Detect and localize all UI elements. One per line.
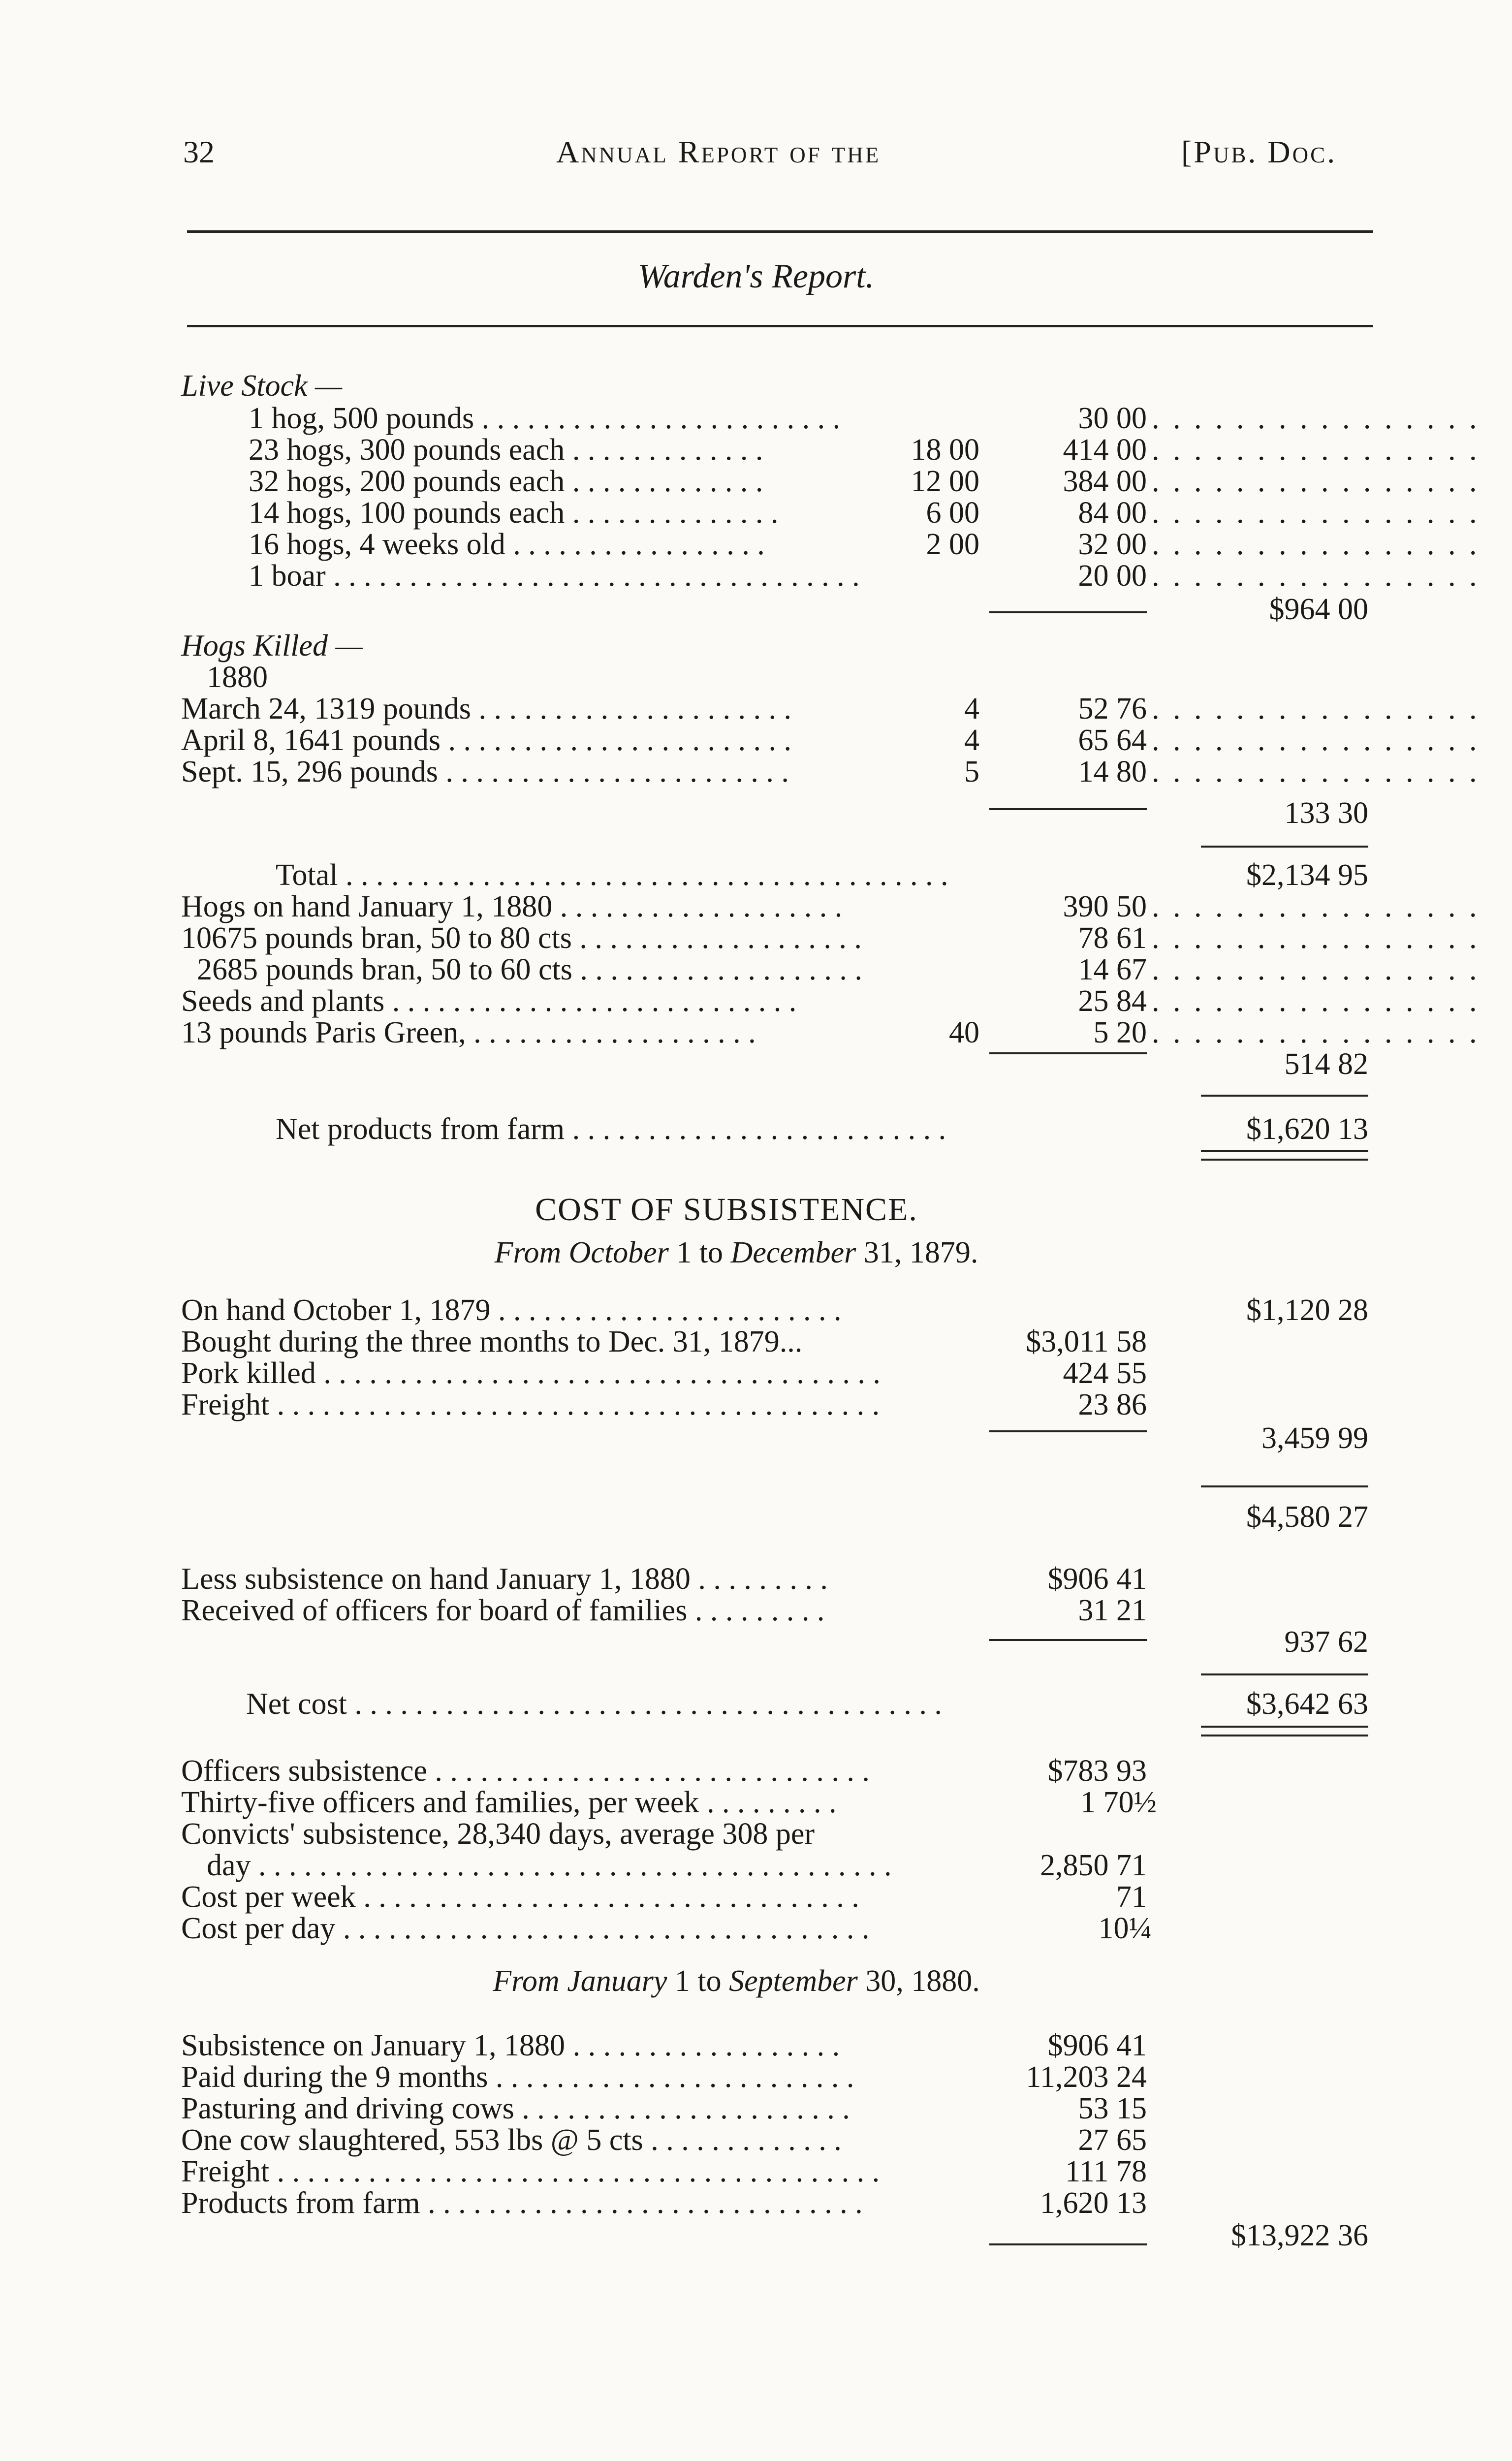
net-products-value: $1,620 13 [1246, 1112, 1368, 1146]
leader-dots: . . . . . . . . . . . . . . . . [1152, 890, 1480, 923]
leader-dots: . . . . . . . . . . . . . . . . [1152, 724, 1480, 757]
live-stock-row-label: 1 hog, 500 pounds . . . . . . . . . . . . . . . . . . . . . . . . [249, 402, 841, 435]
live-stock-row-rate: 2 00 [926, 528, 979, 561]
totals-row-label: Hogs on hand January 1, 1880 . . . . . . . . . . . . . . . . . . . [181, 890, 843, 923]
running-title: Annual Report of the [556, 134, 881, 169]
subsistence-row-label: On hand October 1, 1879 . . . . . . . . . . . . . . . . . . . . . . . [181, 1294, 842, 1327]
leader-dots: . . . . . . . . . . . . . . . . [1152, 953, 1480, 986]
total-rule [1201, 846, 1368, 848]
period-2-row-label: Subsistence on January 1, 1880 . . . . . . . . . . . . . . . . . . [181, 2029, 840, 2062]
hogs-killed-total: 133 30 [1284, 796, 1368, 830]
hogs-killed-row-label: March 24, 1319 pounds . . . . . . . . . . . . . . . . . . . . . [181, 692, 791, 726]
document-reference: [Pub. Doc. [1181, 134, 1337, 169]
subtotal-rule [989, 2243, 1147, 2245]
leader-dots: . . . . . . . . . . . . . . . . [1152, 402, 1480, 435]
period-2-row-amount: $906 41 [1047, 2029, 1147, 2062]
officers-row-label: day . . . . . . . . . . . . . . . . . . . . . . . . . . . . . . . . . . . . . . . . . . [207, 1849, 892, 1882]
officers-row-label: Officers subsistence . . . . . . . . . . . . . . . . . . . . . . . . . . . . . [181, 1754, 870, 1788]
subsistence-grand-1: $4,580 27 [1246, 1500, 1368, 1534]
subsistence-row-amount: 23 86 [1078, 1388, 1147, 1421]
leader-dots: . . . . . . . . . . . . . . . . [1152, 465, 1480, 498]
live-stock-row-amount: 20 00 [1078, 559, 1147, 593]
subsistence-row-label: Freight . . . . . . . . . . . . . . . . . . . . . . . . . . . . . . . . . . . . . . . . [181, 1388, 880, 1421]
section-title: Warden's Report. [637, 257, 875, 295]
officers-row-amount: 10¼ [1098, 1912, 1152, 1945]
live-stock-row-amount: 384 00 [1063, 465, 1147, 498]
deduction-value: 514 82 [1284, 1047, 1368, 1081]
period-2-row-amount: 1,620 13 [1040, 2186, 1147, 2220]
leader-dots: . . . . . . . . . . . . . . . . [1152, 496, 1480, 530]
officers-row-label: Cost per day . . . . . . . . . . . . . . . . . . . . . . . . . . . . . . . . . . . [181, 1912, 870, 1945]
subsistence-row-label: Pork killed . . . . . . . . . . . . . . . . . . . . . . . . . . . . . . . . . . . . . [181, 1357, 881, 1390]
total-rule [1201, 1673, 1368, 1675]
hogs-killed-year: 1880 [207, 661, 268, 694]
live-stock-row-label: 23 hogs, 300 pounds each . . . . . . . . . . . . . [249, 433, 763, 467]
live-stock-heading: Live Stock — [181, 369, 343, 403]
net-cost-value: $3,642 63 [1246, 1687, 1368, 1721]
hogs-killed-row-amount: 52 76 [1078, 692, 1147, 726]
subtotal-rule [989, 1639, 1147, 1641]
leader-dots: . . . . . . . . . . . . . . . . [1152, 559, 1480, 593]
leader-dots: . . . . . . . . . . . . . . . . [1152, 1016, 1480, 1049]
total-value: $2,134 95 [1246, 858, 1368, 892]
hogs-killed-row-amount: 14 80 [1078, 755, 1147, 789]
net-cost-label: Net cost . . . . . . . . . . . . . . . . . . . . . . . . . . . . . . . . . . . . . . . [246, 1687, 942, 1721]
live-stock-row-label: 16 hogs, 4 weeks old . . . . . . . . . . . . . . . . . [249, 528, 765, 561]
header-rule-bottom [187, 325, 1373, 327]
leader-dots: . . . . . . . . . . . . . . . . [1152, 755, 1480, 789]
period-2-row-label: Paid during the 9 months . . . . . . . . . . . . . . . . . . . . . . . . [181, 2060, 854, 2094]
hogs-killed-row-rate: 4 [964, 724, 979, 757]
totals-row-amount: 390 50 [1063, 890, 1147, 923]
subsistence-title: COST OF SUBSISTENCE. [535, 1192, 918, 1228]
hogs-killed-row-rate: 5 [964, 755, 979, 789]
leader-dots: . . . . . . . . . . . . . . . . [1152, 433, 1480, 467]
leader-dots: . . . . . . . . . . . . . . . . [1152, 692, 1480, 726]
officers-row-label: Cost per week . . . . . . . . . . . . . . . . . . . . . . . . . . . . . . . . . [181, 1880, 859, 1914]
period-2-heading: From January 1 to September 30, 1880. [493, 1964, 980, 1998]
live-stock-row-label: 32 hogs, 200 pounds each . . . . . . . . . . . . . [249, 465, 763, 498]
double-rule [1201, 1150, 1368, 1161]
totals-row-amount: 78 61 [1078, 921, 1147, 955]
subsistence-sum-1: 3,459 99 [1261, 1421, 1368, 1455]
live-stock-row-amount: 414 00 [1063, 433, 1147, 467]
subsistence-row-total: $1,120 28 [1246, 1294, 1368, 1327]
period-2-row-amount: 53 15 [1078, 2092, 1147, 2125]
final-total: $13,922 36 [1231, 2219, 1368, 2252]
officers-row-label: Convicts' subsistence, 28,340 days, average 308 per [181, 1817, 815, 1851]
live-stock-row-label: 14 hogs, 100 pounds each . . . . . . . . . . . . . . [249, 496, 779, 530]
live-stock-row-rate: 6 00 [926, 496, 979, 530]
period-2-row-amount: 11,203 24 [1026, 2060, 1147, 2094]
period-2-row-label: Products from farm . . . . . . . . . . . . . . . . . . . . . . . . . . . . . [181, 2186, 863, 2220]
leader-dots: . . . . . . . . . . . . . . . . [1152, 921, 1480, 955]
subsistence-row-amount: $3,011 58 [1026, 1325, 1147, 1358]
totals-row-amount: 14 67 [1078, 953, 1147, 986]
hogs-killed-row-label: Sept. 15, 296 pounds . . . . . . . . . . . . . . . . . . . . . . . [181, 755, 789, 789]
subsistence-less-amount: 31 21 [1078, 1594, 1147, 1627]
double-rule [1201, 1726, 1368, 1736]
subtotal-rule [989, 1052, 1147, 1054]
period-2-row-amount: 27 65 [1078, 2123, 1147, 2157]
officers-row-amount: 71 [1116, 1880, 1147, 1914]
hogs-killed-heading: Hogs Killed — [181, 629, 363, 663]
subsistence-row-amount: 424 55 [1063, 1357, 1147, 1390]
net-products-label: Net products from farm . . . . . . . . . . . . . . . . . . . . . . . . . [276, 1112, 946, 1146]
live-stock-row-rate: 18 00 [911, 433, 979, 467]
period-1-heading: From October 1 to December 31, 1879. [494, 1236, 978, 1269]
period-2-row-label: Freight . . . . . . . . . . . . . . . . . . . . . . . . . . . . . . . . . . . . . . . . [181, 2155, 880, 2188]
subsistence-less-label: Received of officers for board of families . . . . . . . . . [181, 1594, 825, 1627]
header-rule-top [187, 230, 1373, 233]
totals-row-amount: 25 84 [1078, 984, 1147, 1018]
page-number: 32 [183, 134, 215, 169]
period-2-row-label: Pasturing and driving cows . . . . . . . . . . . . . . . . . . . . . . [181, 2092, 850, 2125]
officers-row-amount: 2,850 71 [1040, 1849, 1147, 1882]
subtotal-rule [989, 1430, 1147, 1432]
totals-row-label: 13 pounds Paris Green, . . . . . . . . . . . . . . . . . . . [181, 1016, 756, 1049]
live-stock-row-amount: 30 00 [1078, 402, 1147, 435]
live-stock-row-amount: 32 00 [1078, 528, 1147, 561]
totals-row-label: 10675 pounds bran, 50 to 80 cts . . . . . . . . . . . . . . . . . . . [181, 921, 862, 955]
total-rule [1201, 1095, 1368, 1097]
hogs-killed-row-label: April 8, 1641 pounds . . . . . . . . . . . . . . . . . . . . . . . [181, 724, 791, 757]
subtotal-rule [989, 808, 1147, 810]
live-stock-row-label: 1 boar . . . . . . . . . . . . . . . . . . . . . . . . . . . . . . . . . . . [249, 559, 860, 593]
subsistence-less-amount: $906 41 [1047, 1562, 1147, 1596]
period-2-row-amount: 111 78 [1065, 2155, 1147, 2188]
subsistence-less-label: Less subsistence on hand January 1, 1880 . . . . . . . . . [181, 1562, 828, 1596]
totals-row-amount: 5 20 [1093, 1016, 1147, 1049]
subsistence-row-label: Bought during the three months to Dec. 31, 1879... [181, 1325, 803, 1358]
live-stock-total: $964 00 [1269, 593, 1368, 626]
officers-row-amount: $783 93 [1047, 1754, 1147, 1788]
live-stock-row-amount: 84 00 [1078, 496, 1147, 530]
totals-row-label: Seeds and plants . . . . . . . . . . . . . . . . . . . . . . . . . . . [181, 984, 797, 1018]
leader-dots: . . . . . . . . . . . . . . . . [1152, 984, 1480, 1018]
totals-row-label: 2685 pounds bran, 50 to 60 cts . . . . . . . . . . . . . . . . . . . [197, 953, 862, 986]
officers-row-label: Thirty-five officers and families, per week . . . . . . . . . [181, 1786, 837, 1819]
totals-row-rate: 40 [949, 1016, 979, 1049]
subtotal-rule [989, 611, 1147, 613]
total-label: Total . . . . . . . . . . . . . . . . . . . . . . . . . . . . . . . . . . . . . . . . [276, 858, 948, 892]
live-stock-row-rate: 12 00 [911, 465, 979, 498]
hogs-killed-row-rate: 4 [964, 692, 979, 726]
hogs-killed-row-amount: 65 64 [1078, 724, 1147, 757]
leader-dots: . . . . . . . . . . . . . . . . [1152, 528, 1480, 561]
total-rule [1201, 1485, 1368, 1487]
subsistence-sum-2: 937 62 [1284, 1625, 1368, 1659]
officers-row-amount: 1 70½ [1080, 1786, 1157, 1819]
period-2-row-label: One cow slaughtered, 553 lbs @ 5 cts . . . . . . . . . . . . . [181, 2123, 842, 2157]
